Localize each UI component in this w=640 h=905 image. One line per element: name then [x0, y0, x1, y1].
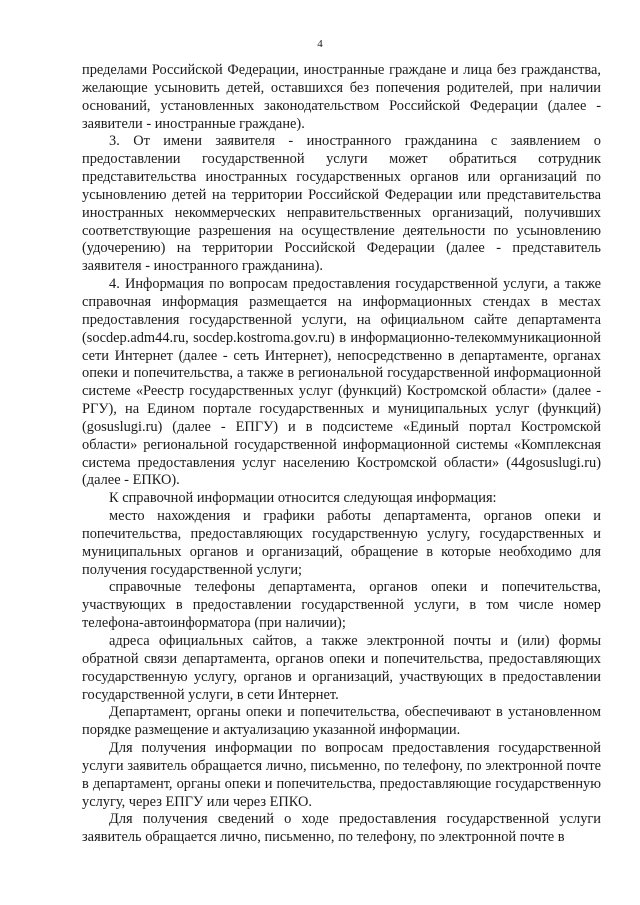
paragraph-2: 3. От имени заявителя - иностранного гражданина с заявлением о предоставлении государственной услуги может обратиться сотрудник представительства иностранных государственных органов или организаций по усыновлению детей на территории Российской Федерации или представительства иностранных некоммерческих неправительственных организаций, получивших соответствующие разрешения на осуществление деятельности по усыновлению (удочерению) на территории Российской Федерации (далее - представитель заявителя - иностранного гражданина).	[82, 133, 601, 275]
paragraph-5: место нахождения и графики работы департамента, органов опеки и попечительства, предоставляющих государственную услугу, государственных и муниципальных органов и организаций, обращение в которые необходимо для получения государственной услуги;	[82, 508, 601, 578]
paragraph-9: Для получения информации по вопросам предоставления государственной услуги заявитель обращается лично, письменно, по телефону, по электронной почте в департамент, органы опеки и попечительства, предоставляющие государственную услугу, через ЕПГУ или через ЕПКО.	[82, 740, 601, 810]
paragraph-8: Департамент, органы опеки и попечительства, обеспечивают в установленном порядке размещение и актуализацию указанной информации.	[82, 704, 601, 739]
paragraph-1: пределами Российской Федерации, иностранные граждане и лица без гражданства, желающие усыновить детей, оставшихся без попечения родителей, при наличии оснований, установленных законодательством Российской Федерации (далее - заявители - иностранные граждане).	[82, 62, 601, 132]
document-body	[82, 62, 601, 847]
page-number: 4	[317, 38, 323, 50]
paragraph-3: 4. Информация по вопросам предоставления государственной услуги, а также справочная информация размещается на информационных стендах в местах предоставления государственной услуги, на официальном сайте департамента (socdep.adm44.ru, socdep.kostroma.gov.ru) в информационно-телекоммуникационной сети Интернет (далее - сеть Интернет), непосредственно в департаменте, органах опеки и попечительства, а также в региональной государственной информационной системе «Реестр государственных услуг (функций) Костромской области» (далее - РГУ), на Едином портале государственных и муниципальных услуг (функций) (gosuslugi.ru) (далее - ЕПГУ) и в подсистеме «Единый портал Костромской области» региональной государственной информационной системы «Комплексная система предоставления услуг населению Костромской области» (44gosuslugi.ru) (далее - ЕПКО).	[82, 276, 601, 489]
paragraph-6: справочные телефоны департамента, органов опеки и попечительства, участвующих в предоставлении государственной услуги, в том числе номер телефона-автоинформатора (при наличии);	[82, 579, 601, 632]
paragraph-7: адреса официальных сайтов, а также электронной почты и (или) формы обратной связи департамента, органов опеки и попечительства, предоставляющих государственную услугу, органов и организаций, участвующих в предоставлении государственной услуги, в сети Интернет.	[82, 633, 601, 703]
paragraph-10: Для получения сведений о ходе предоставления государственной услуги заявитель обращается лично, письменно, по телефону, по электронной почте в	[82, 811, 601, 846]
paragraph-4: К справочной информации относится следующая информация:	[109, 490, 497, 507]
